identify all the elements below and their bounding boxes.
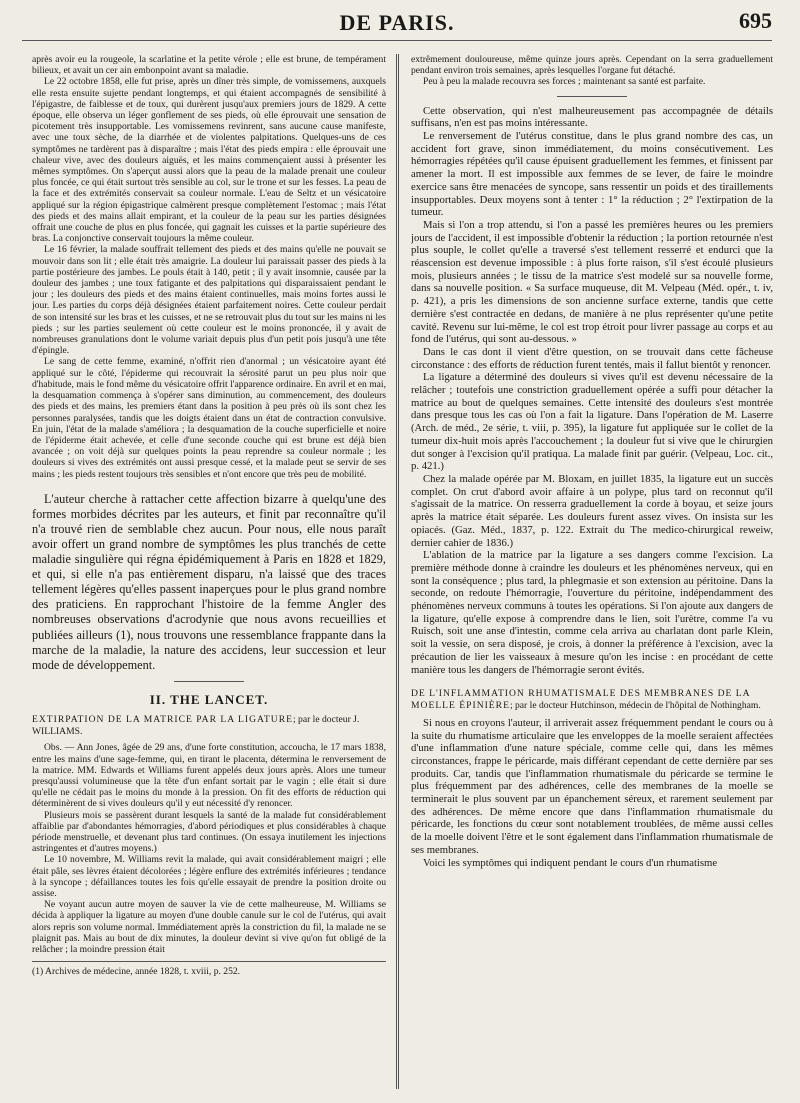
paragraph: après avoir eu la rougeole, la scarlatine et la petite vérole ; elle est brune, de tempérament bilieux, et avait un cer ain embonpoint avant sa maladie. xyxy=(32,54,386,77)
article-subheading xyxy=(32,714,386,738)
running-title: DE PARIS. xyxy=(339,10,455,35)
paragraph: Voici les symptômes qui indiquent pendant le cours d'un rhumatisme xyxy=(423,856,718,869)
paragraph: Obs. — Ann Jones, âgée de 29 ans, d'une forte constitution, accoucha, le 17 mars 1838, entre les mains d'une sage-femme, qui, en tirant le placenta, détermina le renversement de la matrice. MM. Edwards et Williams furent appelés deux jours après. Alors une tumeur presqu'aussi volumineuse que la tête d'un enfant sortait par le vagin ; elle était si dure qu'elle ne cédait pas le moins du monde à la pression. On fit des efforts de réduction qui déterminèrent de si vives douleurs qu'il y eut nécessité d'y renoncer. xyxy=(32,742,386,810)
paragraph: Le 16 février, la malade souffrait tellement des pieds et des mains qu'elle ne pouvait se mouvoir dans son lit ; elle était très amaigrie. La douleur lui paraissait passer des pieds à la partie postérieure des jambes. Le pouls était à 140, petit ; il y avait insomnie, causée par la douleur des jambes ; une toux fatigante et des palpitations qui disparaissaient pendant le jour ; les douleurs des pieds et des mains étaient continuelles, mais moins fortes aussi le jour. Les parties du corps déjà désignées étaient parfaitement noires. Cette couleur perdait de son intensité sur les bras et les cuisses, et ne se retrouvait plus du tout sur les mains ni les pieds ; sur les parties seulement où cette couleur est le moins prononcée, il y avait de nombreuses granulations dont le volume variait depuis plus d'un petit pois jusqu'à une tête d'épingle. xyxy=(32,244,386,357)
paragraph: Le 22 octobre 1858, elle fut prise, après un dîner très simple, de vomissemens, auxquels elle resta ensuite sujette pendant longtemps, et qui étaient accompagnés de sensibilité à l'épigastre, de faiblesse et de toux, qui durèrent jusqu'aux premiers jours de 1829. A cette époque, elle observa un léger gonflement de ses pieds, où elle éprouvait une sensation de picotement très insupportable. Les vomissemens revinrent, sans aucune cause manifeste, avec une toux sèche, de la diarrhée et de violentes palpitations. Quelques-uns de ces symptômes ne tardèrent pas à disparaître ; mais l'état des pieds empira : elle éprouvait une chaleur vive, avec des douleurs aiguës, et les mains commençaient aussi à présenter les mêmes symptômes. On s'aperçut aussi alors que la peau de la malade prenait une couleur plus foncée, ce qui était surtout très sensible au col, sur le trone et sur les fesses. La peau de la face et des extrémités conservait sa couleur normale. L'eau de Seltz et un vésicatoire appliqué sur la région épigastrique calmèrent presque complètement l'estomac ; mais l'état des pieds et des mains allait empirant, et la couleur de la peau sur les parties désignées offrait une couche de plus en plus foncée, qui gagnait les cuisses et la partie supérieure des bras. La conjonctive conservait toujours la même couleur. xyxy=(32,76,386,245)
article-subheading-label: EXTIRPATION DE LA MATRICE PAR LA LIGATURE xyxy=(32,713,293,725)
article-subheading xyxy=(411,688,773,712)
left-column xyxy=(32,54,386,1094)
paragraph: Si nous en croyons l'auteur, il arriverait assez fréquemment pendant le cours ou à la suite du rhumatisme articulaire que les enveloppes de la moelle seraient affectées d'une inflammation d'une nature spéciale, comme celle qui, dans les mêmes circonstances, frappe le péricarde, mais différant cependant de cette dernière par ses produits. Car, tandis que l'inflammation rhumatismale du péricarde se termine le plus fréquemment par des adhérences, celle des membranes de la moelle se terminerait le plus souvent par un épanchement séreux, et rarement seulement par des adhérences. De même encore que dans l'inflammation rhumatismale du péricarde, les fonctions du cœur sont notablement troublées, de même aussi celles de la moelle doivent l'être et le sont également dans l'inflammation rhumatismale de ses membranes. xyxy=(411,716,773,856)
header-rule xyxy=(22,40,772,41)
commentary-paragraph: Mais si l'on a trop attendu, si l'on a passé les premières heures ou les premiers jours de l'accident, il est impossible d'obtenir la réduction ; la portion retournée n'est plus souple, le collet qu'elle a traversé s'est tellement resserré et endurci que la réascension est devenue impossible : à plus forte raison, s'il s'est écoulé plusieurs mois, plusieurs années ; le tissu de la matrice s'est modelé sur sa nouvelle forme, dans sa nouvelle position. « Sa surface muqueuse, dit M. Velpeau (Méd. opér., t. iv, p. 421), a pris les dimensions de son ancienne surface externe, tandis que cette dernière s'est contractée en dedans, de manière à ne plus représenter qu'une petite cavité. Revenu sur lui-même, le col est trop étroit pour livrer passage au corps et au fond de l'utérus, qui sont au-dessous. » xyxy=(411,218,773,346)
paragraph: Peu à peu la malade recouvra ses forces ; maintenant sa santé est parfaite. xyxy=(423,76,706,88)
article-subheading-author: ; par le docteur Hutchinson, médecin de l'hôpital de Nothingham. xyxy=(509,700,761,712)
commentary-paragraph: Chez la malade opérée par M. Bloxam, en juillet 1835, la ligature eut un succès complet. On crut d'abord avoir affaire à un polype, plus tard on reconnut qu'il s'agissait de la matrice. On resserra graduellement la corde à boyau, et seize jours après la matrice était séparée. Les douleurs furent assez vives. On insista sur les opiacés. (Gaz. Méd., 1837, p. 122. Extrait du The medico-chirurgical reweiw, dernier cahier de 1836.) xyxy=(411,473,773,549)
commentary-paragraph: Cette observation, qui n'est malheureusement pas accompagnée de détails suffisans, n'en est pas moins intéressante. xyxy=(411,104,773,130)
page-number: 695 xyxy=(739,8,772,33)
paragraph: Ne voyant aucun autre moyen de sauver la vie de cette malheureuse, M. Williams se décida à appliquer la ligature au moyen d'une double canule sur le col de l'utérus, qui avait alors repris son volume normal. Immédiatement après la constriction du fil, la malade ne se plaignit pas. Mais au bout de dix minutes, la douleur devint si vive qu'on fut obligé de la relâcher ; la moindre pression était xyxy=(32,899,386,956)
commentary-paragraph: L'auteur cherche à rattacher cette affection bizarre à quelqu'une des formes morbides décrites par les auteurs, et finit par reconnaître qu'il n'a trouvé rien de semblable chez aucun. Pour nous, elle nous paraît avoir offert un grand nombre de symptômes les plus tranchés de cette maladie singulière qui régna épidémiquement à Paris en 1828 et 1829, et qui, si elle n'a pas entièrement disparu, n'a laissé que des traces tellement légères qu'elles passent inaperçues pour le plus grand nombre des praticiens. En rapprochant l'histoire de la femme Angler des nombreuses observations d'acrodynie que nous avons recueillies et publiées ailleurs (1), nous trouvons une ressemblance frappante dans la marche de la maladie, la nature des accidens, leur succession et leur mode de développement. xyxy=(32,491,386,672)
commentary-paragraph: La ligature a déterminé des douleurs si vives qu'il est devenu nécessaire de la relâcher ; toutefois une constriction graduellement opérée a suffi pour détacher la matrice au bout de quelques semaines. Cette intensité des douleurs s'est montrée dans presque tous les cas où l'on a fait la ligature. Dans l'opération de M. Laserre (Arch. de méd., 2e série, t. viii, p. 395), la ligature fut appliquée sur le collet de la tumeur dix-huit mois après l'accouchement ; la douleur fut si vive que le chirurgien dut songer à l'excision qu'il pratiqua. La malade finit par guérir. (Velpeau, Loc. cit., p. 421.) xyxy=(411,371,773,473)
column-divider xyxy=(396,54,399,1089)
page-header xyxy=(22,0,772,40)
section-title: II. THE LANCET. xyxy=(149,691,269,707)
section-rule xyxy=(174,681,244,682)
paragraph: extrêmement douloureuse, même quinze jours après. Cependant on la serra graduellement pendant environ trois semaines, après lesquelles l'organe fut détaché. xyxy=(411,54,773,77)
paragraph: Plusieurs mois se passèrent durant lesquels la santé de la malade fut considérablement affaiblie par d'abondantes hémorragies, d'abord périodiques et plus considérables à chaque période menstruelle, et devenant plus tard continues. (On essaya inutilement les injections astringentes et d'autres moyens.) xyxy=(32,809,386,855)
commentary-paragraph: L'ablation de la matrice par la ligature a ses dangers comme l'excision. La première méthode donne à craindre les douleurs et les phénomènes nerveux, qui en sont la conséquence ; plus tard, la phlegmasie et son extension au péritoine. Dans la seconde, on redoute l'hémorragie, l'ouverture du péritoine, indépendamment des phénomènes nerveux communs à toutes les opérations. Si l'on ajoute aux dangers de la ligature, qu'elle expose à comprendre dans le lien, soit l'urètre, comme l'a vu Ruisch, soit une anse d'intestin, comme cela arriva au charlatan dont parle Klein, soit la vessie, on sera disposé, je crois, à donner la préférence à l'excision, avec la précaution de lier les vaisseaux à mesure qu'on les incise : en procédant de cette manière tous les dangers de l'hémorragie seront évités. xyxy=(411,549,773,676)
paragraph: Le sang de cette femme, examiné, n'offrit rien d'anormal ; un vésicatoire ayant été appliqué sur le côté, l'épiderme qui recouvrait la sérosité parut un peu plus noir que d'habitude, mais le fond même du vésicatoire offrit l'apparence ordinaire. En avril et en mai, la desquamation commença à s'opérer sans diminution, au commencement, des douleurs des pieds et des mains, les premiers étant dans la position à peu près où ils sont chez les personnes paralysées, tandis que les doigts étaient dans un état de contraction convulsive. En juin, l'état de la malade s'améliora ; la desquamation de la couche superficielle et noire de l'épiderme était achevée, et celle d'une seconde couche qui est brune est déjà bien avancée ; on voit déjà sur quelques points la peau reprendre sa couleur normale ; les douleurs si vives des extrémités ont aussi presque cessé, et la malade peut se servir de ses mains ; les pieds restent toujours très sensibles et n'ont encore que très peu de mobilité. xyxy=(32,356,386,480)
commentary-paragraph: Dans le cas dont il vient d'être question, on se trouvait dans cette fâcheuse circonstance : des efforts de réduction furent tentés, mais il fallut bientôt y renoncer. xyxy=(411,345,773,371)
right-column xyxy=(411,54,773,1094)
paragraph: Le 10 novembre, M. Williams revit la malade, qui avait considérablement maigri ; elle était pâle, ses lèvres étaient décolorées ; légère enflure des extrémités inférieures ; tendance à la syncope ; défaillances toutes les fois qu'elle essayait de prendre la position droite ou assise. xyxy=(32,854,386,900)
article-subheading-label: DE L'INFLAMMATION RHUMATISMALE DES MEMBRANES DE LA MOELLE ÉPINIÈRE xyxy=(411,688,751,712)
commentary-paragraph: Le renversement de l'utérus constitue, dans le plus grand nombre des cas, un accident fort grave, sinon immédiatement, du moins consécutivement. Les hémorragies répétées qu'il cause épuisent graduellement les femmes, et finissent par amener la mort. Il est impossible aux femmes de se lever, de faire le moindre exercice sans être menacées de syncope, sans ressentir un poids et des tiraillements insupportables. Deux moyens sont à tenter : 1° la réduction ; 2° l'extirpation de la tumeur. xyxy=(411,130,773,219)
article-subheading-author: ; par le docteur J. WILLIAMS. xyxy=(32,713,360,737)
section-rule xyxy=(557,96,627,97)
footnote: (1) Archives de médecine, année 1828, t. xviii, p. 252. xyxy=(32,961,386,977)
